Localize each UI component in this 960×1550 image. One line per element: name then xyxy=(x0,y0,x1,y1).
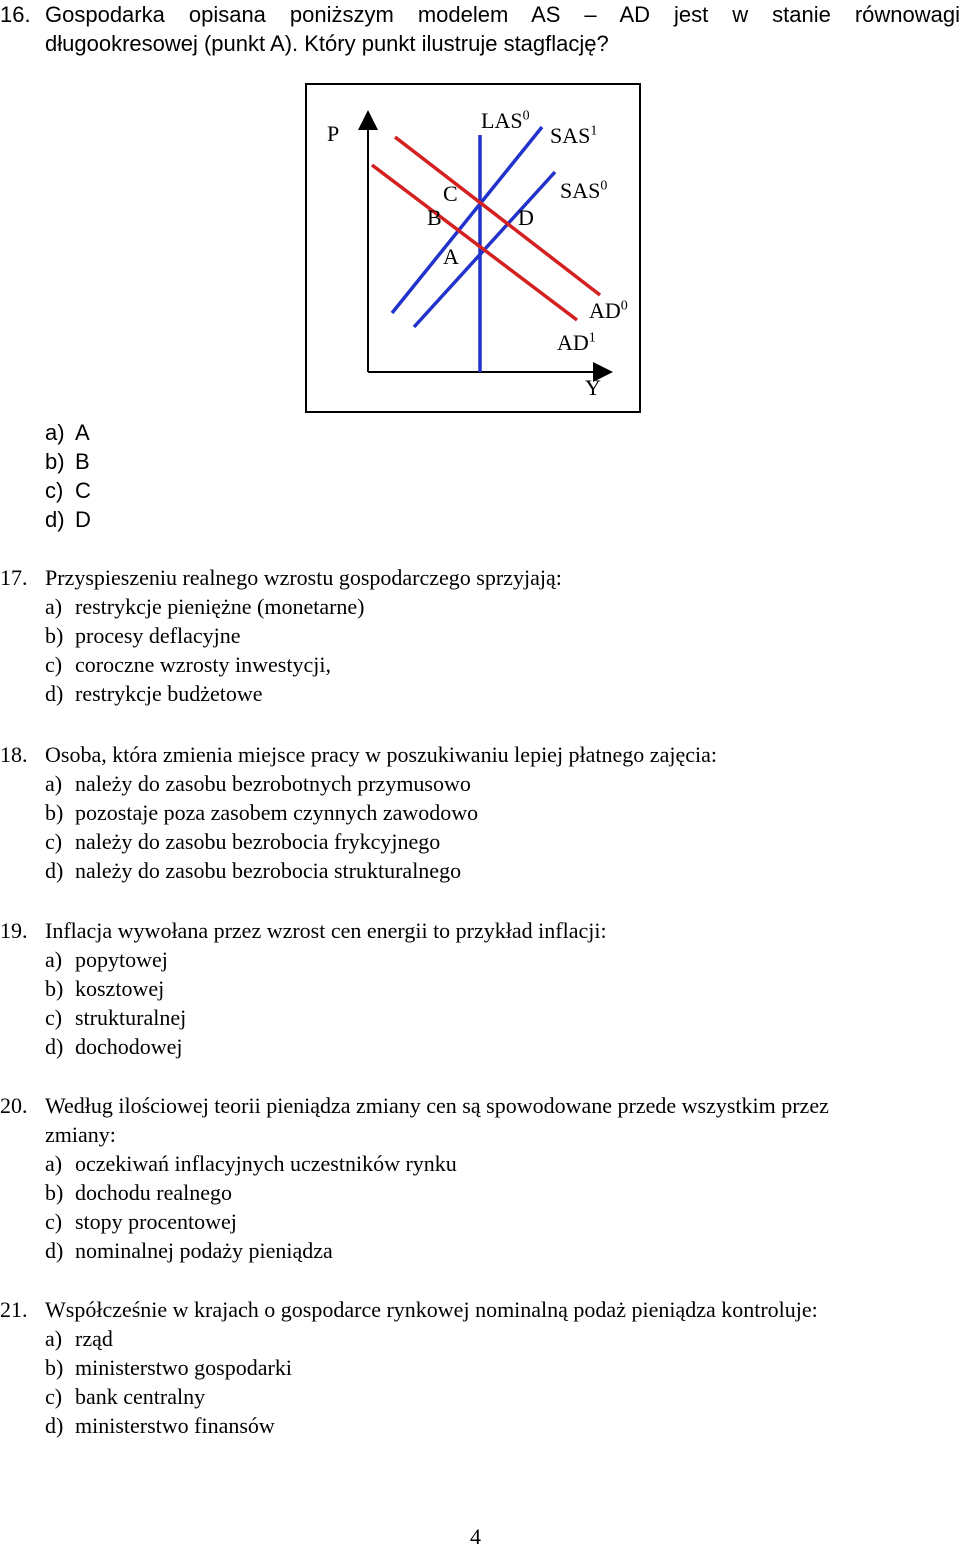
q20-option-d[interactable]: d) nominalnej podaży pieniądza xyxy=(45,1238,333,1263)
q17-option-c[interactable]: c) coroczne wzrosty inwestycji, xyxy=(45,652,331,677)
q20-number: 20. xyxy=(0,1093,28,1118)
q21-option-c[interactable]: c) bank centralny xyxy=(45,1384,206,1409)
q17-number: 17. xyxy=(0,565,28,590)
q19-text: Inflacja wywołana przez wzrost cen energii to przykład inflacji: xyxy=(45,918,607,943)
q21-option-a[interactable]: a) rząd xyxy=(45,1326,113,1351)
ad1-curve xyxy=(372,165,577,320)
q18-number: 18. xyxy=(0,742,28,767)
q16-text-line2: długookresowej (punkt A). Który punkt ilustruje stagflację? xyxy=(45,31,609,56)
q20-option-b[interactable]: b) dochodu realnego xyxy=(45,1180,232,1205)
as-ad-diagram xyxy=(305,83,641,413)
q16-option-b[interactable]: b) B xyxy=(45,449,90,474)
q18-option-d[interactable]: d) należy do zasobu bezrobocia strukturalnego xyxy=(45,858,462,883)
q19-option-d[interactable]: d) dochodowej xyxy=(45,1034,183,1059)
q17-option-a[interactable]: a) restrykcje pieniężne (monetarne) xyxy=(45,594,365,619)
q16-option-a[interactable]: a) A xyxy=(45,420,90,445)
ad1-label: $AD^1$ xyxy=(557,330,596,355)
sas0-label: SAS$^0$ xyxy=(560,178,608,203)
q18-option-a[interactable]: a) należy do zasobu bezrobotnych przymusowo xyxy=(45,771,471,796)
q21-option-b[interactable]: b) ministerstwo gospodarki xyxy=(45,1355,292,1380)
q20-option-c[interactable]: c) stopy procentowej xyxy=(45,1209,237,1234)
q19-option-c[interactable]: c) strukturalnej xyxy=(45,1005,187,1030)
q21-number: 21. xyxy=(0,1297,28,1322)
q19-option-a[interactable]: a) popytowej xyxy=(45,947,168,972)
point-a-label: A xyxy=(443,244,459,269)
y-axis-label: P xyxy=(327,121,340,146)
q17-option-d[interactable]: d) restrykcje budżetowe xyxy=(45,681,263,706)
q16-option-c[interactable]: c) C xyxy=(45,478,91,503)
q18-text: Osoba, która zmienia miejsce pracy w poszukiwaniu lepiej płatnego zajęcia: xyxy=(45,742,717,767)
q20-text-line2: zmiany: xyxy=(45,1122,116,1147)
point-d-label: D xyxy=(518,205,534,230)
q18-option-c[interactable]: c) należy do zasobu bezrobocia frykcyjnego xyxy=(45,829,441,854)
point-b-label: B xyxy=(427,205,442,230)
sas1-label: SAS$^1$ xyxy=(550,123,598,148)
q16-text-line1: Gospodarka opisana poniższym modelem AS – AD jest w stanie równowagi xyxy=(45,2,960,27)
x-axis-label: Y xyxy=(585,375,601,400)
page-number: 4 xyxy=(470,1524,481,1549)
q16-number: 16. xyxy=(0,2,31,27)
ad0-label: $AD^0$ xyxy=(589,298,628,323)
q20-text-line1: Według ilościowej teorii pieniądza zmiany cen są spowodowane przede wszystkim przez xyxy=(45,1093,829,1118)
q21-option-d[interactable]: d) ministerstwo finansów xyxy=(45,1413,275,1438)
q19-option-b[interactable]: b) kosztowej xyxy=(45,976,165,1001)
q18-option-b[interactable]: b) pozostaje poza zasobem czynnych zawodowo xyxy=(45,800,479,825)
q20-option-a[interactable]: a) oczekiwań inflacyjnych uczestników rynku xyxy=(45,1151,457,1176)
q21-text: Współcześnie w krajach o gospodarce rynkowej nominalną podaż pieniądza kontroluje: xyxy=(45,1297,818,1322)
q17-option-b[interactable]: b) procesy deflacyjne xyxy=(45,623,241,648)
las0-label: LAS$^0$ xyxy=(481,108,530,133)
q17-text: Przyspieszeniu realnego wzrostu gospodarczego sprzyjają: xyxy=(45,565,562,590)
q16-option-d[interactable]: d) D xyxy=(45,507,91,532)
q19-number: 19. xyxy=(0,918,28,943)
point-c-label: C xyxy=(443,181,458,206)
